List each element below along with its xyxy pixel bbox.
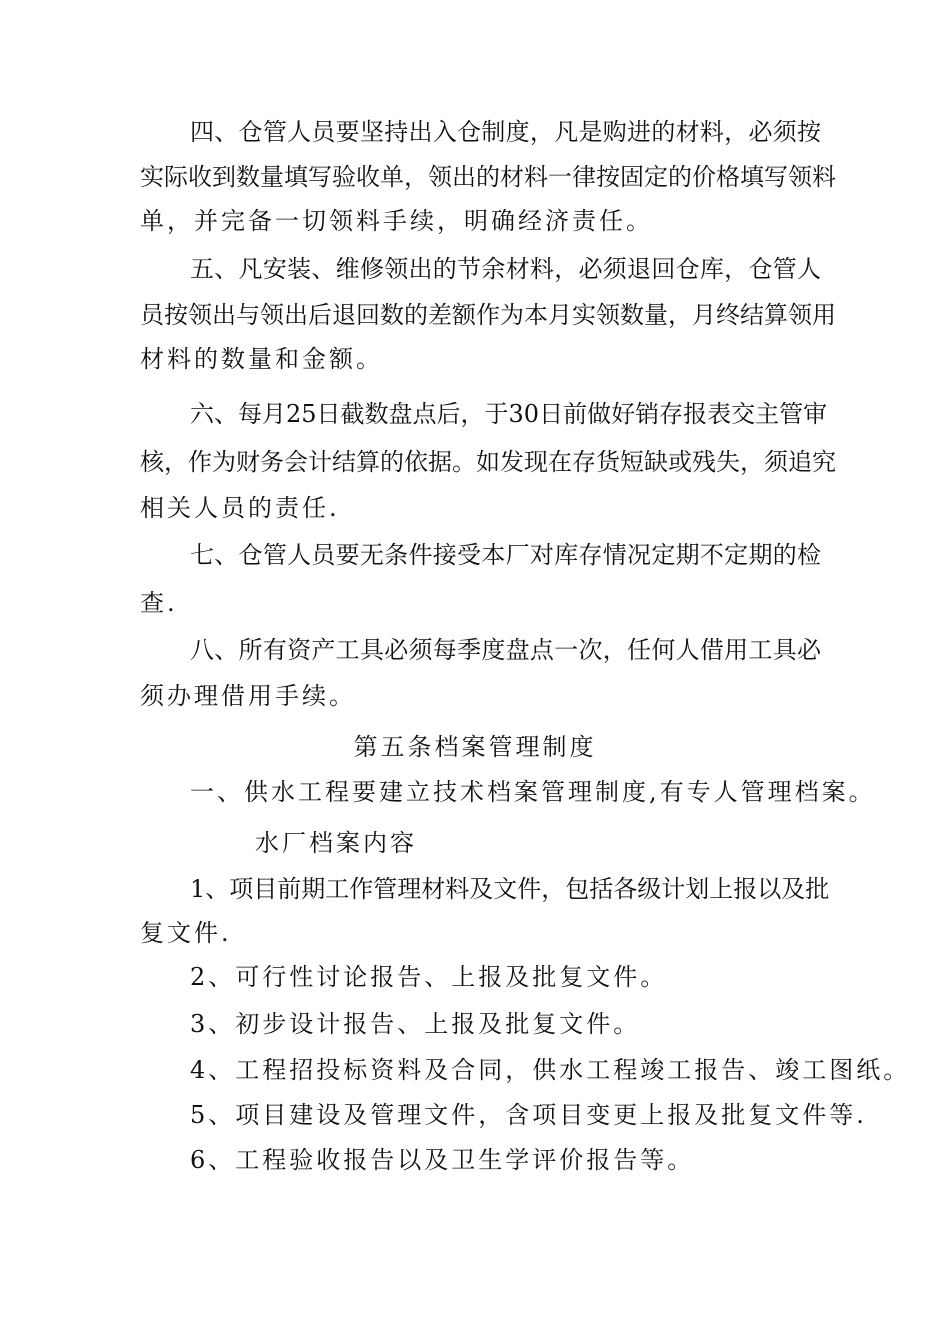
paragraph-6-line-3: 相关人员的责任. <box>140 494 340 522</box>
paragraph-5-line-2: 员按领出与领出后退回数的差额作为本月实领数量，月终结算领用 <box>140 301 836 329</box>
article-1: 一、供水工程要建立技术档案管理制度,有专人管理档案。 <box>190 778 876 806</box>
list-item-2: 2、可行性讨论报告、上报及批复文件。 <box>190 963 668 991</box>
paragraph-4-line-2: 实际收到数量填写验收单，领出的材料一律按固定的价格填写领料 <box>140 163 836 191</box>
paragraph-8-line-1: 八、所有资产工具必须每季度盘点一次，任何人借用工具必 <box>190 636 821 664</box>
list-item-3: 3、初步设计报告、上报及批复文件。 <box>190 1010 641 1038</box>
list-item-4: 4、工程招投标资料及合同，供水工程竣工报告、竣工图纸。 <box>190 1056 911 1084</box>
list-item-5: 5、项目建设及管理文件，含项目变更上报及批复文件等. <box>190 1101 867 1129</box>
paragraph-8-line-2: 须办理借用手续。 <box>140 682 356 710</box>
list-item-6: 6、工程验收报告以及卫生学评价报告等。 <box>190 1146 695 1174</box>
archive-heading: 水厂档案内容 <box>255 829 417 857</box>
paragraph-7-line-1: 七、仓管人员要无条件接受本厂对库存情况定期不定期的检 <box>190 541 821 569</box>
section-title: 第五条档案管理制度 <box>353 733 597 761</box>
list-item-1-line-2: 复文件. <box>140 919 232 947</box>
list-item-1-line-1: 1、项目前期工作管理材料及文件，包括各级计划上报以及批 <box>190 875 830 903</box>
paragraph-5-line-3: 材料的数量和金额。 <box>140 345 383 373</box>
paragraph-5-line-1: 五、凡安装、维修领出的节余材料，必须退回仓库，仓管人 <box>190 255 821 283</box>
paragraph-4-line-3: 单，并完备一切领料手续，明确经济责任。 <box>140 207 653 235</box>
paragraph-7-line-2: 查. <box>140 589 178 617</box>
paragraph-6-line-2: 核，作为财务会计结算的依据。如发现在存货短缺或残失，须追究 <box>140 448 836 476</box>
paragraph-6-line-1: 六、每月25日截数盘点后，于30日前做好销存报表交主管审 <box>190 400 828 428</box>
paragraph-4-line-1: 四、仓管人员要坚持出入仓制度，凡是购进的材料，必须按 <box>190 118 821 146</box>
